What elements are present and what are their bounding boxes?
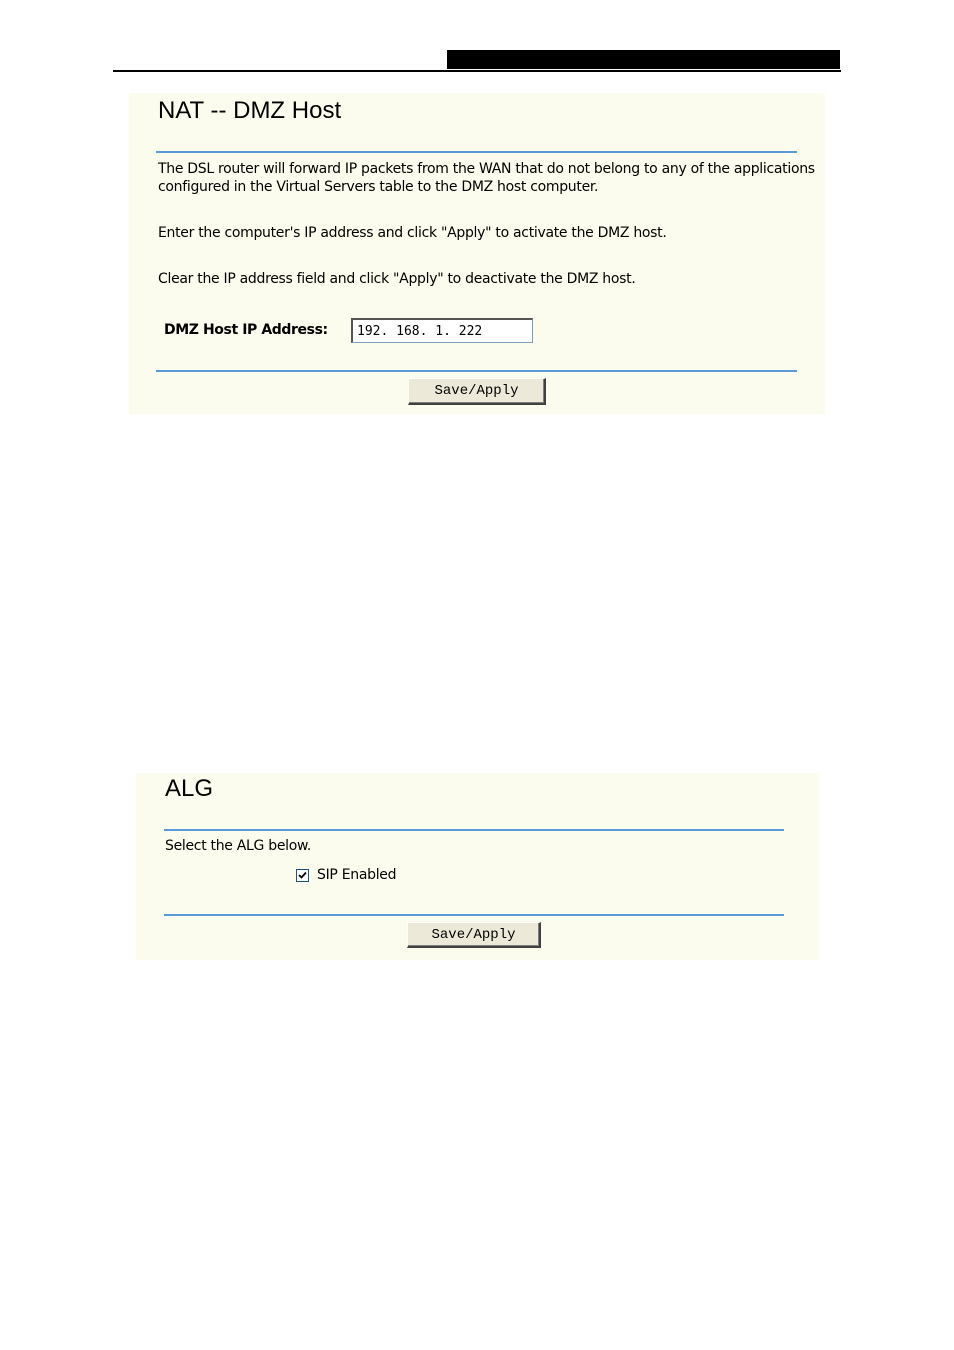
- dmz-ip-input[interactable]: [351, 318, 533, 343]
- enter-instructions: Enter the computer's IP address and click "Apply" to activate the DMZ host.: [158, 225, 667, 241]
- page-title: NAT -- DMZ Host: [158, 97, 342, 124]
- header-rule: [113, 70, 841, 72]
- alg-bottom-divider: [164, 914, 784, 916]
- save-apply-button[interactable]: Save/Apply: [408, 378, 546, 405]
- alg-save-apply-button[interactable]: Save/Apply: [407, 922, 541, 948]
- bottom-divider: [156, 370, 797, 372]
- description-line-2: configured in the Virtual Servers table to the DMZ host computer.: [158, 179, 599, 195]
- sip-enabled-label: SIP Enabled: [317, 867, 397, 883]
- top-divider: [156, 151, 797, 153]
- header-bar: [447, 50, 840, 69]
- alg-panel: [136, 773, 819, 960]
- sip-enabled-checkbox[interactable]: [296, 869, 309, 882]
- alg-select-text: Select the ALG below.: [165, 838, 312, 854]
- check-icon: [297, 870, 308, 881]
- alg-top-divider: [164, 829, 784, 831]
- description-line-1: The DSL router will forward IP packets from the WAN that do not belong to any of the applications: [158, 161, 815, 177]
- alg-title: ALG: [165, 775, 214, 802]
- dmz-host-panel: [129, 93, 825, 414]
- clear-instructions: Clear the IP address field and click "Apply" to deactivate the DMZ host.: [158, 271, 636, 287]
- dmz-ip-label: DMZ Host IP Address:: [164, 322, 328, 338]
